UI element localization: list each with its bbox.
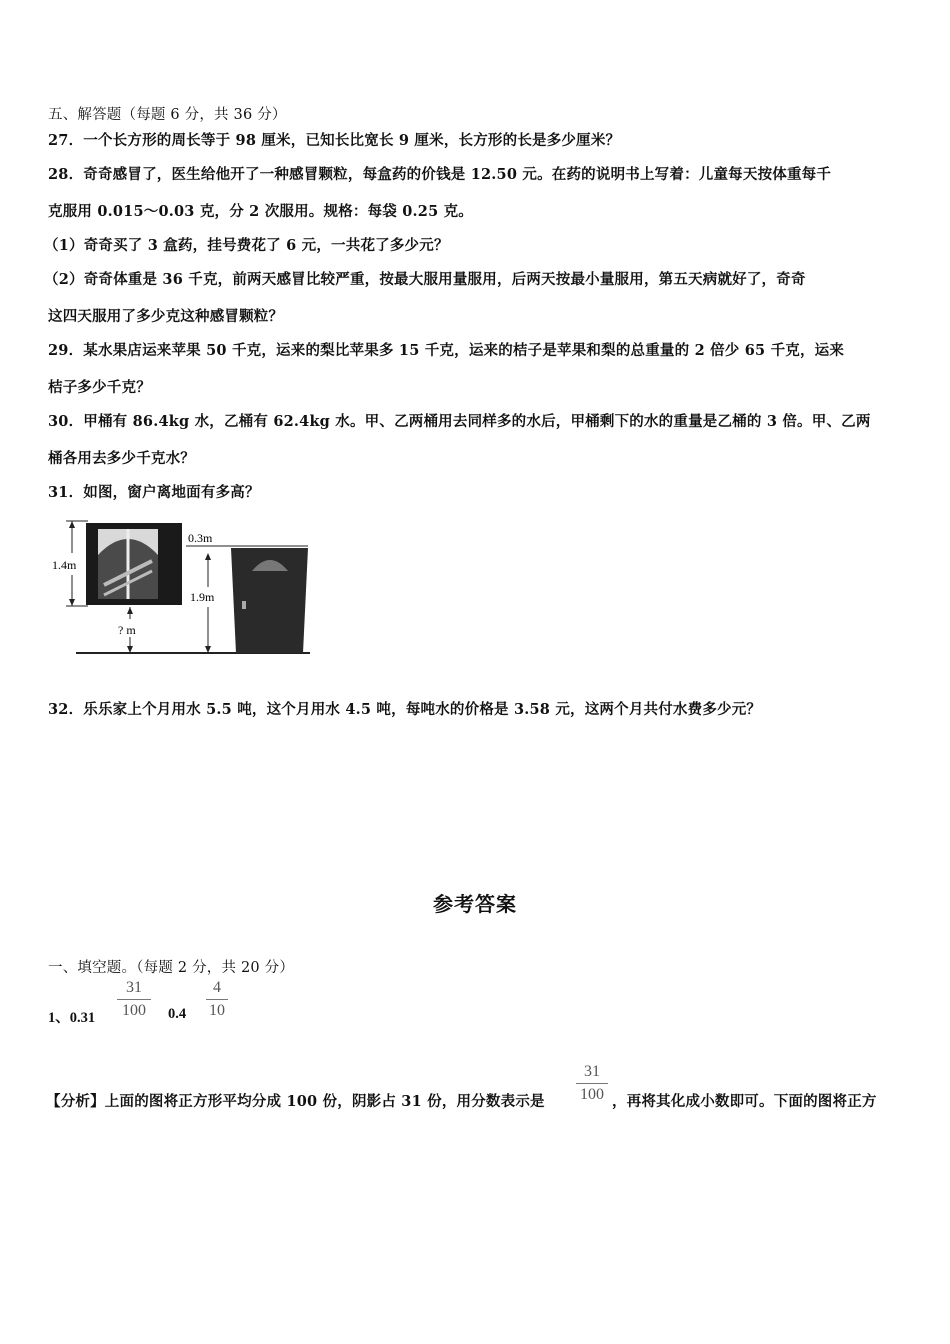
- analysis-after: ，再将其化成小数即可。下面的图将正方: [612, 1093, 877, 1110]
- label-door-height: 1.9m: [190, 590, 215, 604]
- answer-1-prefix: 1、0.31: [48, 1010, 96, 1026]
- question-30-line1: 30．甲桶有 86.4kg 水，乙桶有 62.4kg 水。甲、乙两桶用去同样多的水后，甲桶剩下的水的重量是乙桶的 3 倍。甲、乙两: [48, 413, 871, 430]
- fraction-denominator: 100: [580, 1086, 604, 1103]
- fraction-denominator: 100: [122, 1002, 146, 1019]
- answers-section1-heading: 一、填空题。（每题 2 分，共 20 分）: [48, 960, 295, 976]
- answer-1-mid: 0.4: [168, 1006, 187, 1022]
- answer-1-fraction-2: [206, 978, 228, 1021]
- analysis-before: 【分析】上面的图将正方形平均分成 100 份，阴影占 31 份，用分数表示是: [46, 1093, 545, 1110]
- label-window-height: 1.4m: [52, 558, 77, 572]
- answers-title: 参考答案: [433, 892, 517, 916]
- question-28-sub1: （1）奇奇买了 3 盒药，挂号费花了 6 元，一共花了多少元？: [44, 237, 449, 254]
- label-top-gap: 0.3m: [188, 531, 213, 545]
- question-27: 27．一个长方形的周长等于 98 厘米，已知长比宽长 9 厘米，长方形的长是多少厘米？: [48, 132, 621, 149]
- fraction-numerator: 4: [213, 979, 221, 996]
- question-29-line2: 桔子多少千克？: [48, 379, 151, 396]
- fraction-numerator: 31: [584, 1063, 600, 1080]
- analysis-fraction: [576, 1062, 608, 1105]
- question-29-line1: 29．某水果店运来苹果 50 千克，运来的梨比苹果多 15 千克，运来的桔子是苹果和梨的总重量的 2 倍少 65 千克，运来: [48, 342, 845, 359]
- section5-heading: 五、解答题（每题 6 分，共 36 分）: [48, 107, 287, 123]
- question-28-sub2-line1: （2）奇奇体重是 36 千克，前两天感冒比较严重，按最大服用量服用，后两天按最小量服用，第五天病就好了，奇奇: [44, 271, 806, 288]
- question-32: 32．乐乐家上个月用水 5.5 吨，这个月用水 4.5 吨，每吨水的价格是 3.58 元，这两个月共付水费多少元？: [48, 701, 762, 718]
- fraction-numerator: 31: [126, 979, 142, 996]
- question-28-line1: 28．奇奇感冒了，医生给他开了一种感冒颗粒，每盒药的价钱是 12.50 元。在药的说明书上写着：儿童每天按体重每千: [48, 166, 832, 183]
- question-28-sub2-line2: 这四天服用了多少克这种感冒颗粒？: [48, 308, 284, 325]
- fraction-denominator: 10: [209, 1002, 225, 1019]
- question-28-line2: 克服用 0.015～0.03 克，分 2 次服用。规格：每袋 0.25 克。: [48, 203, 474, 220]
- analysis-text: [46, 1090, 545, 1111]
- question-30-line2: 桶各用去多少千克水？: [48, 450, 195, 467]
- question-31: 31．如图，窗户离地面有多高？: [48, 484, 260, 501]
- answer-1-fraction-1: [117, 978, 151, 1021]
- label-unknown-height: ? m: [118, 623, 136, 637]
- window-door-figure: [48, 515, 314, 660]
